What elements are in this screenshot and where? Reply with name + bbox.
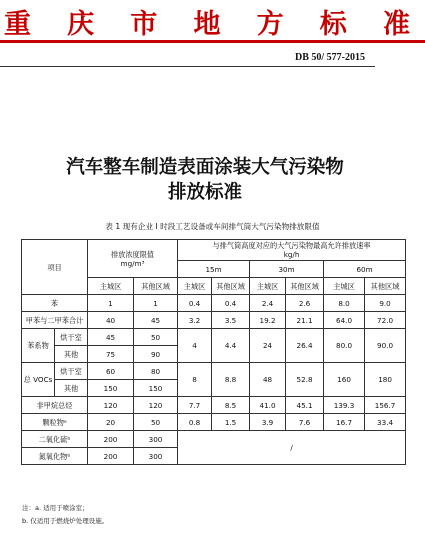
header-concentration (88, 240, 178, 278)
header-sub: 其他区域 (286, 278, 324, 295)
header-item: 项目 (22, 240, 88, 295)
table-cell-not-applicable: / (178, 431, 406, 465)
row-label: 苯 (22, 295, 88, 312)
row-sublabel: 其他 (55, 346, 88, 363)
row-label: 二氧化硫ᵇ (22, 431, 88, 448)
table-cell: 21.1 (286, 312, 324, 329)
header-sub: 其他区域 (212, 278, 250, 295)
table-cell: 8.0 (324, 295, 365, 312)
row-label: 颗粒物ᵃ (22, 414, 88, 431)
table-cell: 0.4 (178, 295, 212, 312)
header-sub: 主城区 (324, 278, 365, 295)
table-cell: 8.8 (212, 363, 250, 397)
table-cell: 120 (134, 397, 178, 414)
table-cell: 16.7 (324, 414, 365, 431)
table-cell: 19.2 (250, 312, 286, 329)
title-char: 方 (256, 9, 284, 40)
standard-type-title (4, 2, 410, 41)
header-rate (178, 240, 406, 261)
header-divider (0, 66, 375, 67)
table-row (22, 329, 406, 346)
header-red-rule (0, 40, 425, 43)
row-sublabel: 烘干室 (55, 363, 88, 380)
table-cell: 3.9 (250, 414, 286, 431)
table-cell: 50 (134, 414, 178, 431)
header-sub: 其他区域 (365, 278, 406, 295)
title-char: 重 (4, 9, 31, 40)
table-cell: 45 (134, 312, 178, 329)
table-row (22, 363, 406, 380)
standard-header (0, 0, 425, 46)
title-char: 市 (130, 9, 158, 40)
table-cell: 0.8 (178, 414, 212, 431)
table-cell: 1 (134, 295, 178, 312)
table-cell: 64.0 (324, 312, 365, 329)
row-sublabel: 烘干室 (55, 329, 88, 346)
emission-limits-table (21, 239, 406, 465)
table-cell: 3.2 (178, 312, 212, 329)
table-note: 注：a. 适用于喷涂室； (22, 504, 89, 512)
table-cell: 120 (88, 397, 134, 414)
table-cell: 7.7 (178, 397, 212, 414)
header-height: 60m (324, 261, 406, 278)
table-cell: 156.7 (365, 397, 406, 414)
table-cell: 24 (250, 329, 286, 363)
table-cell: 60 (88, 363, 134, 380)
table-cell: 90 (134, 346, 178, 363)
document-title-line1: 汽车整车制造表面涂装大气污染物 (66, 157, 344, 178)
header-sub: 主城区 (178, 278, 212, 295)
table-cell: 150 (134, 380, 178, 397)
table-cell: 150 (88, 380, 134, 397)
header-height: 30m (250, 261, 324, 278)
table-cell: 80.0 (324, 329, 365, 363)
table-cell: 26.4 (286, 329, 324, 363)
table-cell: 0.4 (212, 295, 250, 312)
table-cell: 40 (88, 312, 134, 329)
table-cell: 8.5 (212, 397, 250, 414)
standard-code: DB 50/ 577-2015 (295, 52, 365, 63)
table-header-row (22, 240, 406, 261)
header-height: 15m (178, 261, 250, 278)
table-cell: 33.4 (365, 414, 406, 431)
table-cell: 80 (134, 363, 178, 380)
table-cell: 20 (88, 414, 134, 431)
row-label: 非甲烷总烃 (22, 397, 88, 414)
header-concentration-label: 排放浓度限值 (110, 249, 155, 259)
header-concentration-unit: mg/m³ (120, 258, 145, 268)
table-cell: 45 (88, 329, 134, 346)
table-cell: 4 (178, 329, 212, 363)
row-label: 总 VOCs (22, 363, 55, 397)
table-row (22, 312, 406, 329)
table-cell: 3.5 (212, 312, 250, 329)
document-title-line2: 排放标准 (167, 182, 242, 203)
table-cell: 300 (134, 448, 178, 465)
header-sub: 主城区 (250, 278, 286, 295)
document-title (0, 155, 410, 205)
table-cell: 41.0 (250, 397, 286, 414)
table-cell: 1.5 (212, 414, 250, 431)
table-cell: 75 (88, 346, 134, 363)
table-cell: 200 (88, 431, 134, 448)
table-cell: 9.0 (365, 295, 406, 312)
table-cell: 45.1 (286, 397, 324, 414)
title-char: 标 (319, 9, 347, 40)
table-cell: 139.3 (324, 397, 365, 414)
table-cell: 2.4 (250, 295, 286, 312)
table-cell: 90.0 (365, 329, 406, 363)
table-cell: 160 (324, 363, 365, 397)
table-cell: 7.6 (286, 414, 324, 431)
header-rate-unit: kg/h (283, 250, 300, 259)
table-note: b. 仅适用于燃烧炉处理设施。 (22, 517, 109, 525)
table-row (22, 431, 406, 448)
table-cell: 8 (178, 363, 212, 397)
table-cell: 50 (134, 329, 178, 346)
table-cell: 72.0 (365, 312, 406, 329)
table-cell: 48 (250, 363, 286, 397)
row-sublabel: 其他 (55, 380, 88, 397)
table-cell: 1 (88, 295, 134, 312)
table-row (22, 397, 406, 414)
table-row (22, 414, 406, 431)
title-char: 庆 (67, 9, 95, 40)
title-char: 地 (193, 9, 221, 40)
title-char: 准 (382, 9, 410, 40)
table-cell: 52.8 (286, 363, 324, 397)
header-sub: 主城区 (88, 278, 134, 295)
table-cell: 180 (365, 363, 406, 397)
table-caption: 表 1 现有企业 I 时段工艺设备或车间排气筒大气污染物排放限值 (105, 222, 320, 231)
table-row (22, 295, 406, 312)
row-label: 甲苯与二甲苯合计 (22, 312, 88, 329)
table-cell: 300 (134, 431, 178, 448)
row-label: 氮氧化物ᵇ (22, 448, 88, 465)
table-cell: 2.6 (286, 295, 324, 312)
table-cell: 4.4 (212, 329, 250, 363)
row-label: 苯系物 (22, 329, 55, 363)
table-cell: 200 (88, 448, 134, 465)
header-sub: 其他区域 (134, 278, 178, 295)
header-rate-label: 与排气筒高度对应的大气污染物最高允许排放速率 (212, 241, 371, 250)
